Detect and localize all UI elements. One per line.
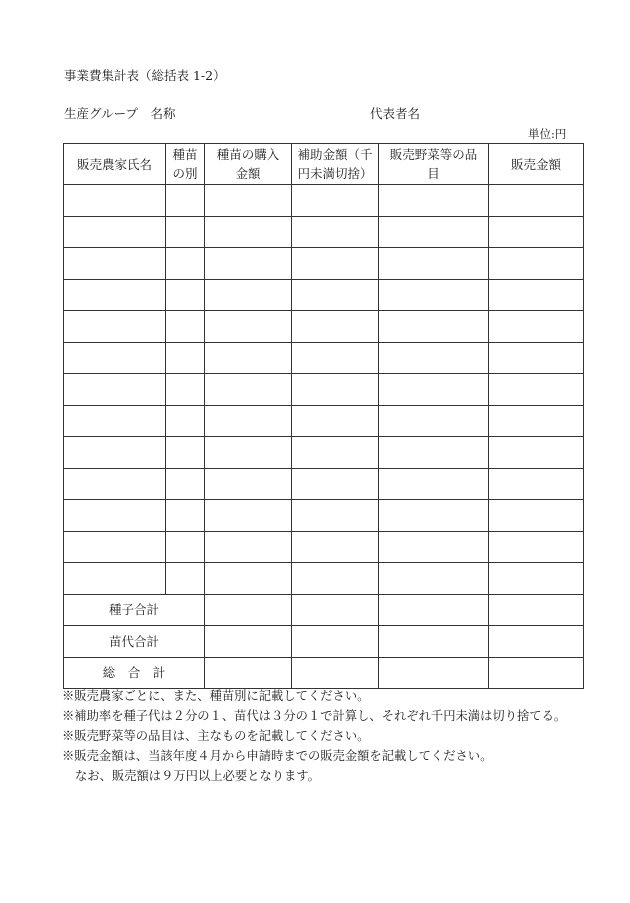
- table-cell[interactable]: [205, 216, 292, 248]
- table-cell[interactable]: [379, 405, 489, 437]
- table-row: [64, 563, 584, 595]
- table-cell[interactable]: [64, 531, 166, 563]
- table-cell[interactable]: [166, 405, 205, 437]
- table-cell[interactable]: [292, 185, 379, 217]
- table-cell[interactable]: [64, 216, 166, 248]
- table-cell[interactable]: [64, 500, 166, 532]
- table-header-row: [64, 144, 584, 185]
- table-cell[interactable]: [489, 405, 584, 437]
- table-cell[interactable]: [292, 437, 379, 469]
- table-cell[interactable]: [379, 437, 489, 469]
- col-header-farmer-name: 販売農家氏名: [64, 144, 166, 185]
- table-cell[interactable]: [379, 342, 489, 374]
- table-cell[interactable]: [379, 248, 489, 280]
- table-cell[interactable]: [205, 437, 292, 469]
- expense-summary-table: [63, 143, 584, 689]
- table-cell[interactable]: [64, 342, 166, 374]
- col-header-subsidy-amount: 補助金額（千 円未満切捨）: [292, 144, 379, 185]
- document-title: 事業費集計表（総括表 1-2）: [64, 68, 226, 83]
- total-cell[interactable]: [292, 594, 379, 626]
- table-cell[interactable]: [166, 374, 205, 406]
- table-cell[interactable]: [292, 468, 379, 500]
- table-cell[interactable]: [64, 405, 166, 437]
- table-row: [64, 216, 584, 248]
- table-cell[interactable]: [166, 248, 205, 280]
- col-header-purchase-amount: 種苗の購入 金額: [205, 144, 292, 185]
- table-cell[interactable]: [489, 279, 584, 311]
- table-cell[interactable]: [379, 531, 489, 563]
- table-row: [64, 342, 584, 374]
- note-4: ※販売金額は、当該年度４月から申請時までの販売金額を記載してください。: [62, 749, 493, 763]
- table-cell[interactable]: [166, 342, 205, 374]
- table-row: [64, 185, 584, 217]
- notes-section: [62, 686, 592, 786]
- total-cell[interactable]: [205, 657, 292, 689]
- table-cell[interactable]: [379, 311, 489, 343]
- table-cell[interactable]: [64, 185, 166, 217]
- table-cell[interactable]: [292, 563, 379, 595]
- table-cell[interactable]: [64, 468, 166, 500]
- table-cell[interactable]: [205, 563, 292, 595]
- col-header-seed-type: 種苗 の別: [166, 144, 205, 185]
- table-cell[interactable]: [205, 374, 292, 406]
- table-cell[interactable]: [292, 500, 379, 532]
- table-cell[interactable]: [292, 248, 379, 280]
- table-row: [64, 374, 584, 406]
- table-cell[interactable]: [379, 374, 489, 406]
- total-label-seedling: 苗代合計: [64, 626, 205, 658]
- table-row: [64, 279, 584, 311]
- table-cell[interactable]: [489, 374, 584, 406]
- table-cell[interactable]: [166, 468, 205, 500]
- table-cell[interactable]: [292, 311, 379, 343]
- table-cell[interactable]: [379, 185, 489, 217]
- table-cell[interactable]: [64, 311, 166, 343]
- table-cell[interactable]: [205, 342, 292, 374]
- table-row: [64, 405, 584, 437]
- table-row: [64, 468, 584, 500]
- table-cell[interactable]: [166, 500, 205, 532]
- unit-label: 単位:円: [528, 127, 567, 141]
- table-cell[interactable]: [489, 311, 584, 343]
- table-cell[interactable]: [292, 405, 379, 437]
- table-cell[interactable]: [379, 563, 489, 595]
- table-cell[interactable]: [379, 468, 489, 500]
- total-row-seed: [64, 594, 584, 626]
- table-cell[interactable]: [489, 437, 584, 469]
- table-cell[interactable]: [205, 500, 292, 532]
- table-cell[interactable]: [205, 185, 292, 217]
- table-cell[interactable]: [205, 311, 292, 343]
- note-5: なお、販売額は９万円以上必要となります。: [75, 769, 320, 783]
- table-cell[interactable]: [166, 311, 205, 343]
- table-cell[interactable]: [379, 216, 489, 248]
- total-cell[interactable]: [489, 594, 584, 626]
- table-cell[interactable]: [64, 437, 166, 469]
- table-cell[interactable]: [205, 248, 292, 280]
- table-cell[interactable]: [205, 405, 292, 437]
- table-cell[interactable]: [292, 279, 379, 311]
- table-cell[interactable]: [489, 248, 584, 280]
- note-3: ※販売野菜等の品目は、主なものを記載してください。: [62, 729, 370, 743]
- table-cell[interactable]: [205, 531, 292, 563]
- table-cell[interactable]: [166, 185, 205, 217]
- total-cell[interactable]: [379, 626, 489, 658]
- table-cell[interactable]: [64, 374, 166, 406]
- total-cell[interactable]: [292, 657, 379, 689]
- table-cell[interactable]: [292, 216, 379, 248]
- table-cell[interactable]: [166, 279, 205, 311]
- table-cell[interactable]: [292, 531, 379, 563]
- table-cell[interactable]: [489, 216, 584, 248]
- col-header-vegetable-item: 販売野菜等の品 目: [379, 144, 489, 185]
- table-cell[interactable]: [489, 342, 584, 374]
- total-row-grand: [64, 657, 584, 689]
- total-cell[interactable]: [205, 594, 292, 626]
- table-cell[interactable]: [489, 185, 584, 217]
- table-cell[interactable]: [64, 563, 166, 595]
- total-cell[interactable]: [379, 594, 489, 626]
- table-row: [64, 437, 584, 469]
- table-cell[interactable]: [489, 563, 584, 595]
- table-row: [64, 500, 584, 532]
- total-label-grand: 総 合 計: [64, 657, 205, 689]
- note-1: ※販売農家ごとに、また、種苗別に記載してください。: [62, 689, 370, 703]
- table-row: [64, 531, 584, 563]
- table-cell[interactable]: [489, 468, 584, 500]
- table-cell[interactable]: [379, 500, 489, 532]
- table-cell[interactable]: [166, 437, 205, 469]
- table-cell[interactable]: [205, 468, 292, 500]
- table-cell[interactable]: [292, 374, 379, 406]
- group-name-label: 生産グループ 名称: [64, 106, 176, 121]
- total-row-seedling: [64, 626, 584, 658]
- table-cell[interactable]: [292, 342, 379, 374]
- table-cell[interactable]: [489, 500, 584, 532]
- total-cell[interactable]: [205, 626, 292, 658]
- col-header-sales-amount: 販売金額: [489, 144, 584, 185]
- table-row: [64, 248, 584, 280]
- representative-label: 代表者名: [370, 106, 421, 121]
- total-cell[interactable]: [489, 657, 584, 689]
- total-cell[interactable]: [489, 626, 584, 658]
- table-cell[interactable]: [64, 279, 166, 311]
- table-cell[interactable]: [379, 279, 489, 311]
- total-cell[interactable]: [379, 657, 489, 689]
- table-cell[interactable]: [489, 531, 584, 563]
- table-cell[interactable]: [166, 563, 205, 595]
- note-2: ※補助率を種子代は２分の１、苗代は３分の１で計算し、それぞれ千円未満は切り捨てる。: [62, 709, 567, 723]
- total-cell[interactable]: [292, 626, 379, 658]
- table-cell[interactable]: [166, 531, 205, 563]
- table-row: [64, 311, 584, 343]
- table-cell[interactable]: [64, 248, 166, 280]
- total-label-seed: 種子合計: [64, 594, 205, 626]
- table-cell[interactable]: [166, 216, 205, 248]
- table-cell[interactable]: [205, 279, 292, 311]
